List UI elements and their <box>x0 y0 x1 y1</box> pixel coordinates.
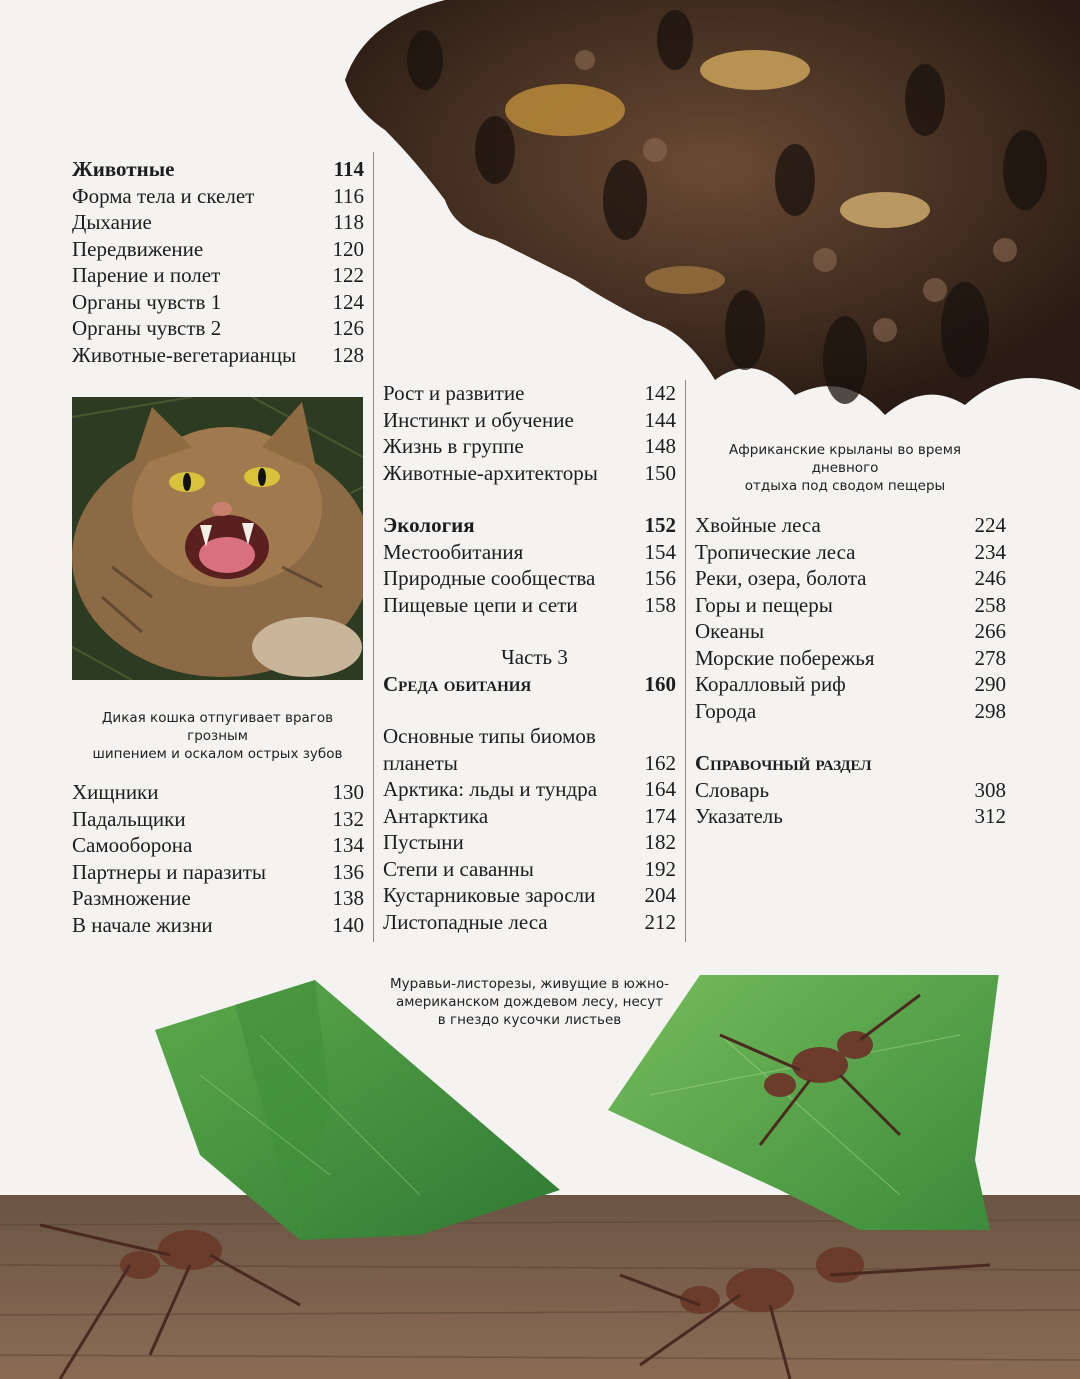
toc-section-reference[interactable] <box>695 750 1006 777</box>
entry-title: Морские побережья <box>695 645 875 670</box>
entry-title: В начале жизни <box>72 912 213 937</box>
toc-entry[interactable] <box>383 380 676 407</box>
entry-title: Хвойные леса <box>695 513 821 537</box>
entry-title: Природные сообщества <box>383 566 596 590</box>
toc-entry[interactable] <box>72 885 364 912</box>
caption-line: Муравьи-листорезы, живущие в южно- <box>390 976 669 992</box>
entry-title: Арктика: льды и тундра <box>383 777 598 801</box>
entry-page: 312 <box>974 804 1006 828</box>
entry-page: 308 <box>974 777 1006 802</box>
toc-entry[interactable] <box>383 882 676 909</box>
toc-entry[interactable] <box>695 803 1006 830</box>
caption-line: американском дождевом лесу, несут <box>395 994 664 1010</box>
entry-title: Инстинкт и обучение <box>383 407 574 432</box>
entry-page: 164 <box>644 777 676 801</box>
entry-page: 278 <box>974 645 1006 670</box>
entry-title: планеты <box>383 750 458 775</box>
entry-page: 154 <box>644 539 676 564</box>
column-divider <box>373 152 374 942</box>
toc-section-habitat[interactable] <box>383 671 676 698</box>
entry-page: 150 <box>644 460 676 485</box>
caption-line: в гнездо кусочки листьев <box>437 1012 622 1028</box>
entry-title: Словарь <box>695 777 770 802</box>
part-label: Часть 3 <box>501 645 568 669</box>
toc-entry[interactable] <box>72 342 364 369</box>
entry-title: Органы чувств 2 <box>72 316 222 340</box>
entry-title: Пищевые цепи и сети <box>383 592 578 617</box>
cat-caption <box>72 709 363 763</box>
column-divider <box>685 380 686 942</box>
entry-page: 234 <box>974 539 1006 564</box>
toc-entry[interactable] <box>383 909 676 936</box>
entry-title: Падальщики <box>72 806 186 831</box>
toc-entry[interactable] <box>695 592 1006 619</box>
caption-line: Дикая кошка отпугивает врагов грозным <box>101 710 334 744</box>
entry-page: 118 <box>333 210 364 234</box>
entry-title: Дыхание <box>72 210 152 234</box>
entry-title: Хищники <box>72 780 159 804</box>
toc-entry[interactable] <box>383 539 676 566</box>
toc-entry[interactable] <box>72 315 364 342</box>
toc-entry[interactable] <box>383 407 676 434</box>
caption-line: шипением и оскалом острых зубов <box>92 746 343 762</box>
entry-page: 290 <box>974 672 1006 696</box>
entry-page: 204 <box>644 883 676 907</box>
entry-page: 140 <box>332 912 364 937</box>
entry-page: 266 <box>974 619 1006 643</box>
toc-entry[interactable] <box>72 859 364 886</box>
entry-title: Океаны <box>695 619 765 643</box>
leafcutter-ants-photo <box>0 975 1080 1379</box>
toc-entry[interactable] <box>695 512 1006 539</box>
entry-page: 148 <box>644 434 676 458</box>
entry-page: 120 <box>332 236 364 261</box>
entry-title: Антарктика <box>383 803 489 828</box>
entry-page: 142 <box>644 381 676 405</box>
entry-title: Степи и саванны <box>383 856 534 881</box>
toc-entry[interactable] <box>72 832 364 859</box>
entry-title: Рост и развитие <box>383 381 525 405</box>
toc-section-ecology[interactable] <box>383 512 676 539</box>
toc-entry[interactable] <box>72 779 364 806</box>
entry-page: 134 <box>332 833 364 857</box>
entry-title: Размножение <box>72 886 191 910</box>
entry-page: 128 <box>332 342 364 367</box>
toc-entry[interactable] <box>695 698 1006 725</box>
toc-entry[interactable] <box>72 806 364 833</box>
entry-page: 174 <box>644 803 676 828</box>
entry-page: 144 <box>644 407 676 432</box>
entry-title: Справочный раздел <box>695 751 872 775</box>
entry-title: Экология <box>383 513 475 537</box>
toc-column-1 <box>72 156 364 368</box>
entry-title: Реки, озера, болота <box>695 566 867 590</box>
entry-title: Города <box>695 698 757 723</box>
entry-title: Указатель <box>695 804 783 828</box>
bats-photo <box>325 0 1080 420</box>
toc-entry[interactable] <box>695 671 1006 698</box>
entry-title: Горы и пещеры <box>695 592 833 617</box>
entry-page: 160 <box>644 671 676 696</box>
toc-entry[interactable] <box>695 618 1006 645</box>
toc-entry[interactable] <box>72 262 364 289</box>
entry-page: 138 <box>332 886 364 910</box>
entry-page: 132 <box>332 806 364 831</box>
entry-title: Животные <box>72 157 175 181</box>
entry-title: Передвижение <box>72 236 204 261</box>
entry-page: 126 <box>332 316 364 340</box>
entry-title: Местообитания <box>383 539 524 564</box>
entry-title: Жизнь в группе <box>383 434 524 458</box>
toc-entry[interactable] <box>383 776 676 803</box>
toc-entry[interactable] <box>383 433 676 460</box>
caption-line: Африканские крыланы во время дневного <box>728 442 962 476</box>
toc-entry[interactable] <box>383 460 676 487</box>
entry-page: 114 <box>333 157 364 181</box>
entry-page: 224 <box>974 513 1006 537</box>
entry-title: Среда обитания <box>383 671 532 696</box>
toc-entry[interactable] <box>695 645 1006 672</box>
entry-page: 298 <box>974 698 1006 723</box>
ants-caption <box>383 975 676 1029</box>
entry-page: 246 <box>974 566 1006 590</box>
entry-title: Партнеры и паразиты <box>72 859 266 884</box>
toc-entry[interactable] <box>72 236 364 263</box>
toc-entry[interactable] <box>383 592 676 619</box>
entry-page: 192 <box>644 856 676 881</box>
entry-page: 156 <box>644 566 676 590</box>
entry-title: Кустарниковые заросли <box>383 883 596 907</box>
entry-title: Форма тела и скелет <box>72 183 255 208</box>
entry-page: 116 <box>333 183 364 208</box>
entry-title: Тропические леса <box>695 539 856 564</box>
entry-title: Животные-архитекторы <box>383 460 598 485</box>
toc-entry[interactable] <box>72 289 364 316</box>
entry-title: Коралловый риф <box>695 672 846 696</box>
entry-title: Органы чувств 1 <box>72 289 222 314</box>
entry-title: Парение и полет <box>72 263 221 287</box>
toc-entry[interactable] <box>383 803 676 830</box>
caption-line: отдыха под сводом пещеры <box>744 478 946 494</box>
entry-page: 152 <box>644 513 676 537</box>
entry-page: 136 <box>332 859 364 884</box>
toc-column-1-lower <box>72 779 364 938</box>
wildcat-photo <box>72 397 363 680</box>
toc-column-2 <box>383 380 676 935</box>
toc-column-3 <box>695 512 1006 830</box>
entry-title: Самооборона <box>72 833 193 857</box>
toc-entry[interactable] <box>383 829 676 856</box>
entry-page: 162 <box>644 750 676 775</box>
entry-page: 158 <box>644 592 676 617</box>
entry-page: 130 <box>332 780 364 804</box>
toc-section-animals[interactable] <box>72 156 364 183</box>
entry-page: 212 <box>644 909 676 934</box>
entry-page: 124 <box>332 289 364 314</box>
toc-entry-continuation[interactable] <box>383 750 676 777</box>
toc-entry[interactable] <box>383 856 676 883</box>
entry-title: Пустыни <box>383 830 464 854</box>
toc-entry[interactable] <box>72 209 364 236</box>
toc-entry[interactable] <box>383 565 676 592</box>
entry-title: Животные-вегетарианцы <box>72 342 297 367</box>
toc-entry[interactable] <box>72 183 364 210</box>
entry-page: 258 <box>974 592 1006 617</box>
entry-page: 182 <box>644 830 676 854</box>
toc-entry[interactable] <box>695 539 1006 566</box>
toc-entry[interactable] <box>383 723 676 750</box>
entry-title: Основные типы биомов <box>383 724 596 748</box>
entry-page: 122 <box>332 263 364 287</box>
bats-caption <box>695 441 995 495</box>
entry-title: Листопадные леса <box>383 909 548 934</box>
toc-entry[interactable] <box>695 565 1006 592</box>
toc-entry[interactable] <box>695 777 1006 804</box>
toc-entry[interactable] <box>72 912 364 939</box>
